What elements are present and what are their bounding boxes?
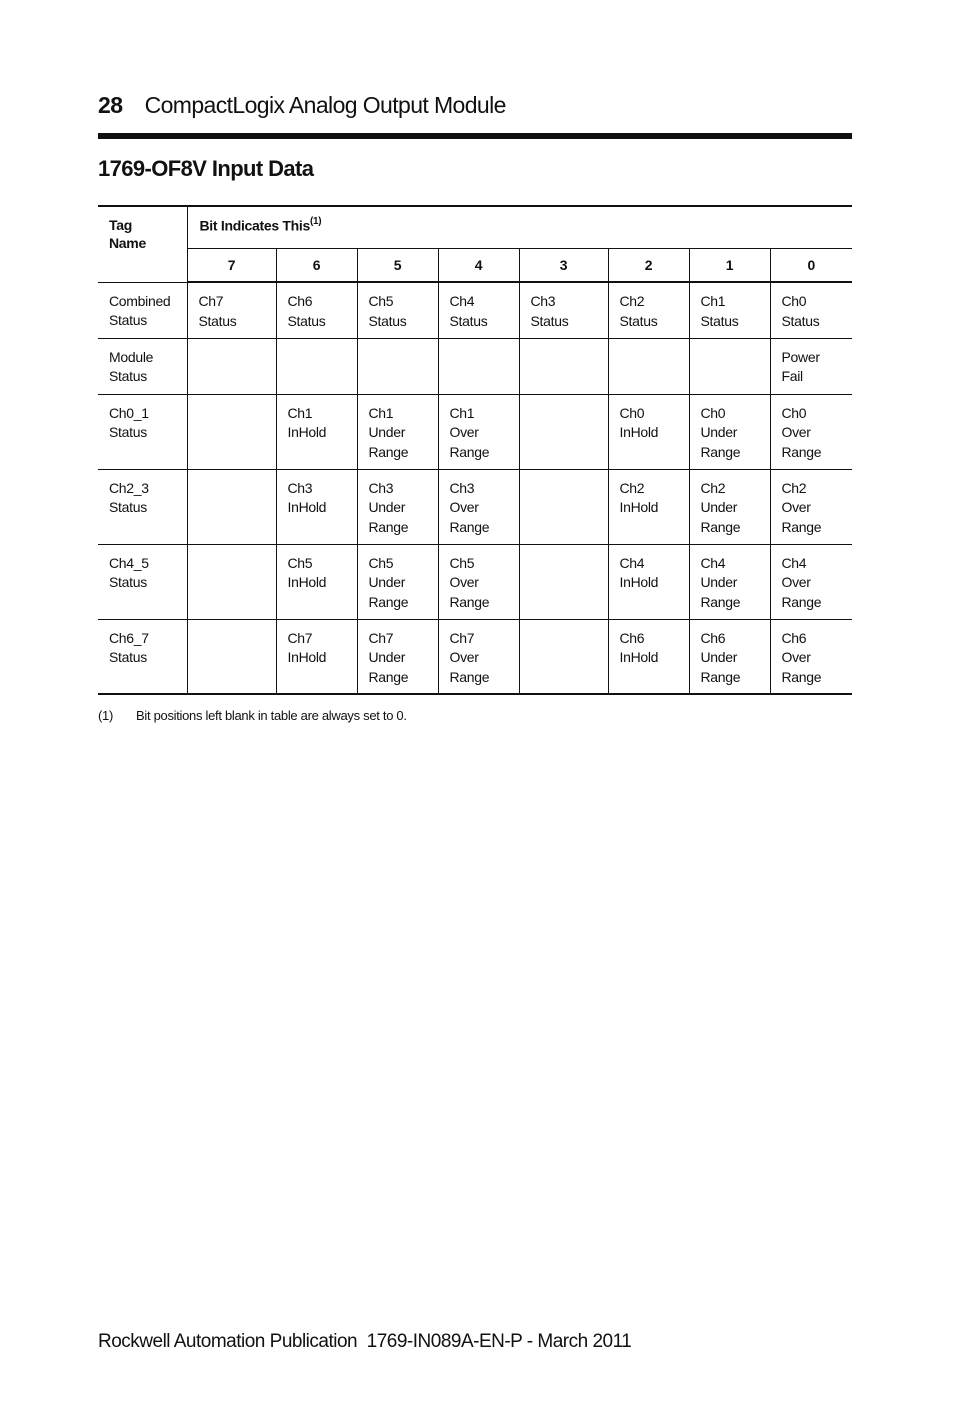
tag-name-cell: Ch2_3 Status [98,469,187,544]
footnote-reference: (1) [310,216,322,227]
bit-position-header: 2 [608,248,689,282]
bit-cell: Ch0 Under Range [689,394,770,469]
bit-position-header: 4 [438,248,519,282]
bit-cell: Ch7 Status [187,282,276,338]
footnote-mark: (1) [98,708,113,723]
bit-cell [608,338,689,394]
tag-name-cell: Module Status [98,338,187,394]
table-row [98,544,852,619]
bit-indicates-label: Bit Indicates This [199,217,311,234]
tag-name-cell: Ch6_7 Status [98,619,187,694]
table-row [98,394,852,469]
bit-cell: Ch7 InHold [276,619,357,694]
bit-cell [519,394,608,469]
tag-name-header [98,206,187,282]
bit-cell [187,469,276,544]
bit-position-row [98,248,852,282]
bit-position-header: 1 [689,248,770,282]
bit-cell: Ch0 Status [770,282,852,338]
bit-cell: Ch2 Under Range [689,469,770,544]
bit-cell [519,544,608,619]
bit-position-header: 6 [276,248,357,282]
header-rule [98,133,852,139]
table-row [98,282,852,338]
bit-cell: Ch2 Over Range [770,469,852,544]
footer-publisher: Rockwell Automation Publication [98,1331,358,1352]
bit-position-header: 3 [519,248,608,282]
bit-cell: Ch5 Status [357,282,438,338]
bit-cell: Ch6 Under Range [689,619,770,694]
table-row [98,338,852,394]
page-footer [98,1331,631,1353]
bit-position-header: 0 [770,248,852,282]
bit-cell: Ch4 Status [438,282,519,338]
bit-position-header: 5 [357,248,438,282]
bit-cell: Ch2 InHold [608,469,689,544]
bit-cell: Ch4 Over Range [770,544,852,619]
running-title: CompactLogix Analog Output Module [144,92,506,118]
bit-cell: Ch4 Under Range [689,544,770,619]
table-footnote [98,708,407,723]
bit-cell: Ch3 Status [519,282,608,338]
bit-cell: Ch3 Over Range [438,469,519,544]
bit-cell [187,544,276,619]
bit-cell: Ch0 InHold [608,394,689,469]
tag-name-header-line2: Name [109,235,146,251]
bit-cell: Ch5 InHold [276,544,357,619]
page-header [98,92,852,126]
bit-cell [187,394,276,469]
bit-cell: Ch5 Over Range [438,544,519,619]
bit-cell: Ch1 Under Range [357,394,438,469]
bit-cell: Ch1 Over Range [438,394,519,469]
bit-cell: Ch6 Status [276,282,357,338]
tag-name-cell: Combined Status [98,282,187,338]
bit-cell: Ch0 Over Range [770,394,852,469]
bit-cell: Ch5 Under Range [357,544,438,619]
footnote-text: Bit positions left blank in table are always set to 0. [136,708,407,723]
bit-cell: Ch1 Status [689,282,770,338]
bit-cell [276,338,357,394]
bit-cell [519,469,608,544]
bit-cell [357,338,438,394]
tag-name-cell: Ch0_1 Status [98,394,187,469]
bit-cell [519,619,608,694]
bit-cell: Ch4 InHold [608,544,689,619]
bit-cell: Ch7 Under Range [357,619,438,694]
bit-cell: Ch6 Over Range [770,619,852,694]
tag-name-header-line1: Tag [109,217,132,233]
page-number: 28 [98,92,123,118]
bit-cell [187,619,276,694]
bit-indicates-header [187,206,852,248]
footer-publication: 1769-IN089A-EN-P - March 2011 [366,1331,632,1352]
bit-position-header: 7 [187,248,276,282]
bit-cell: Ch3 Under Range [357,469,438,544]
bit-cell [689,338,770,394]
bit-cell [438,338,519,394]
bit-cell: Ch3 InHold [276,469,357,544]
table-row [98,469,852,544]
bit-cell: Power Fail [770,338,852,394]
section-title: 1769-OF8V Input Data [98,156,314,181]
input-data-table [98,205,852,695]
table-row [98,619,852,694]
bit-cell [519,338,608,394]
tag-name-cell: Ch4_5 Status [98,544,187,619]
bit-cell: Ch1 InHold [276,394,357,469]
bit-cell: Ch7 Over Range [438,619,519,694]
bit-cell [187,338,276,394]
bit-cell: Ch6 InHold [608,619,689,694]
bit-cell: Ch2 Status [608,282,689,338]
